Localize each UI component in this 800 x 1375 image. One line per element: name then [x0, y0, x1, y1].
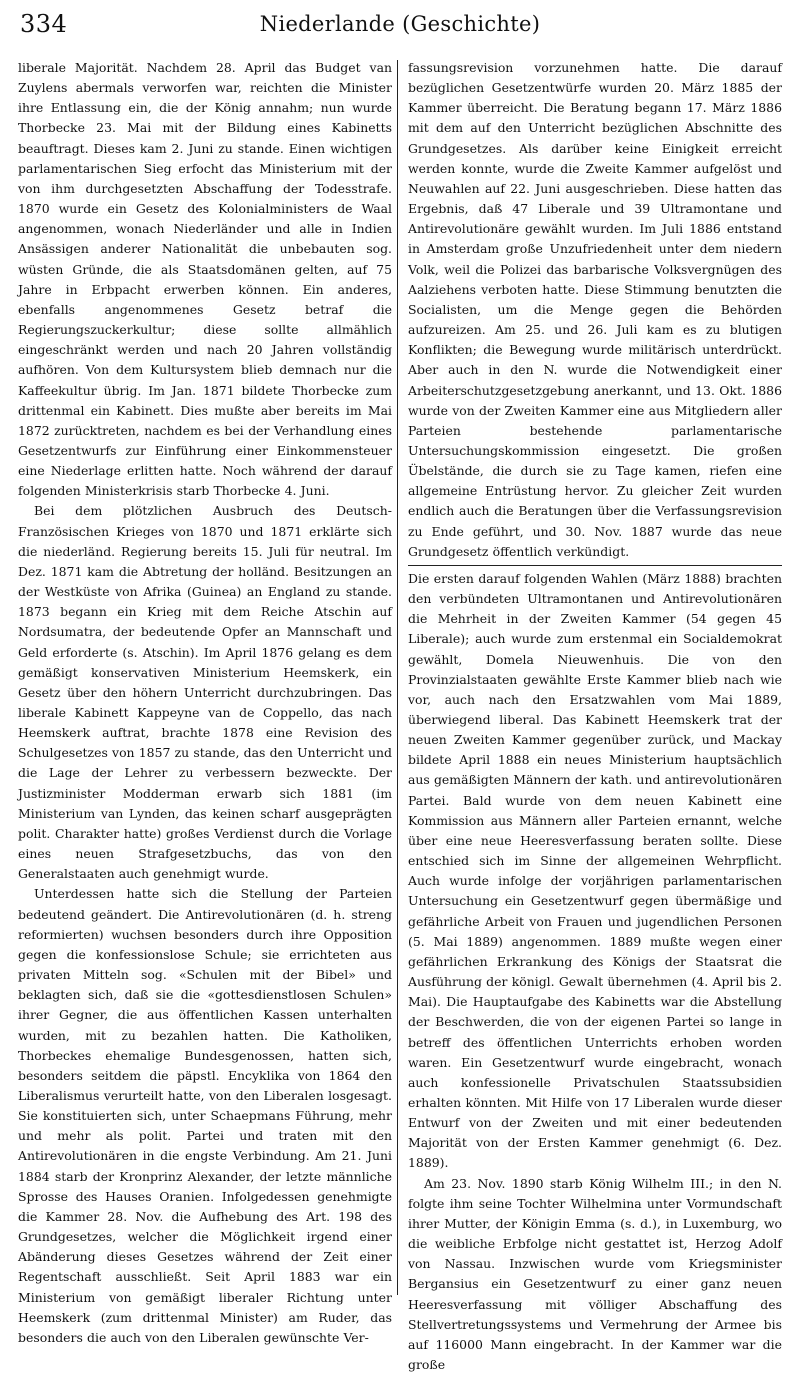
page-number: 334 — [20, 10, 68, 38]
paragraph: fassungsrevision vorzunehmen hatte. Die darauf bezüglichen Gesetzentwürfe wurden 20. März 1885 der Kammer überreicht. Die Beratung begann 17. März 1886 mit dem auf den Unterricht bezüglichen Abschnitte des Grundgesetzes. Als darüber keine Einigkeit erreicht werden konnte, wurde die Zweite Kammer aufgelöst und Neuwahlen auf 22. Juni ausgeschrieben. Diese hatten das Ergebnis, daß 47 Liberale und 39 Ultramontane und Antirevolutionäre gewählt wurden. Im Juli 1886 entstand in Amsterdam große Unzufriedenheit unter dem niedern Volk, weil die Polizei das barbarische Volksvergnügen des Aalziehens verboten hatte. Diese Stimmung benutzten die Socialisten, um die Menge gegen die Behörden aufzureizen. Am 25. und 26. Juli kam es zu blutigen Konflikten; die Bewegung wurde militärisch unterdrückt. Aber auch in den N. wurde die Notwendigkeit einer Arbeiterschutzgesetzgebung anerkannt, und 13. Okt. 1886 wurde von der Zweiten Kammer eine aus Mitgliedern aller Parteien bestehende parlamentarische Untersuchungskommission eingesetzt. Die großen Übelstände, die durch sie zu Tage kamen, riefen eine allgemeine Entrüstung hervor. Zu gleicher Zeit wurden endlich auch die Beratungen über die Verfassungsrevision zu Ende geführt, und 30. Nov. 1887 wurde das neue Grundgesetz öffentlich verkündigt. — [408, 60, 782, 559]
section-separator — [408, 565, 782, 566]
paragraph: Unterdessen hatte sich die Stellung der Parteien bedeutend geändert. Die Antirevolutionären (d. h. streng reformierten) wuchsen besonders durch ihre Opposition gegen die konfessionslose Schule; sie errichteten aus privaten Mitteln sog. «Schulen mit der Bibel» und beklagten sich, daß sie die «gottesdienstlosen Schulen» ihrer Gegner, die aus öffentlichen Kassen unterhalten wurden, mit zu bezahlen hatten. Die Katholiken, Thorbeckes ehemalige Bundesgenossen, hatten sich, besonders seitdem die päpstl. Encyklika von 1864 den Liberalismus verurteilt hatte, von den Liberalen losgesagt. Sie konstituierten sich, unter Schaepmans Führung, mehr und mehr als polit. Partei und traten mit den Antirevolutionären in die engste Verbindung. Am 21. Juni 1884 starb der Kronprinz Alexander, der letzte männliche Sprosse des Hauses Oranien. Infolgedessen genehmigte die Kammer 28. Nov. die Aufhebung des Art. 198 des Grundgesetzes, welcher die Möglichkeit irgend einer Abänderung dieses Gesetzes während der Zeit einer Regentschaft ausschließt. Seit April 1883 war ein Ministerium von gemäßigt liberaler Richtung unter Heemskerk (zum drittenmal Minister) am Ruder, das besonders die auch von den Liberalen gewünschte Ver- — [18, 886, 392, 1345]
right-column — [408, 58, 782, 1372]
paragraph: Bei dem plötzlichen Ausbruch des Deutsch-Französischen Krieges von 1870 und 1871 erklärte sich die niederländ. Regierung bereits 15. Juli für neutral. Im Dez. 1871 kam die Abtretung der holländ. Besitzungen an der Westküste von Afrika (Guinea) an England zu stande. 1873 begann ein Krieg mit dem Reiche Atschin auf Nordsumatra, der bedeutende Opfer an Mannschaft und Geld erforderte (s. Atschin). Im April 1876 gelang es dem gemäßigt konservativen Ministerium Heemskerk, ein Gesetz über den höhern Unterricht durchzubringen. Das liberale Kabinett Kappeyne van de Coppello, das nach Heemskerk auftrat, brachte 1878 eine Revision des Schulgesetzes von 1857 zu stande, das den Unterricht und die Lage der Lehrer zu verbessern bezweckte. Der Justizminister Modderman erwarb sich 1881 (im Ministerium van Lynden, das keinen scharf ausgeprägten polit. Charakter hatte) großes Verdienst durch die Vorlage eines neuen Strafgesetzbuchs, das von den Generalstaaten auch genehmigt wurde. — [18, 503, 392, 882]
page-header — [20, 10, 780, 48]
left-column — [18, 58, 392, 1345]
column-divider — [397, 60, 398, 1295]
paragraph: Am 23. Nov. 1890 starb König Wilhelm III.; in den N. folgte ihm seine Tochter Wilhelmina unter Vormundschaft ihrer Mutter, der Königin Emma (s. d.), in Luxemburg, wo die weibliche Erbfolge nicht gestattet ist, Herzog Adolf von Nassau. Inzwischen wurde vom Kriegsminister Bergansius ein Gesetzentwurf zu einer ganz neuen Heeresverfassung mit völliger Abschaffung des Stellvertretungssystems und Vermehrung der Armee bis auf 116000 Mann eingebracht. In der Kammer war die große — [408, 1175, 782, 1372]
paragraph: Die ersten darauf folgenden Wahlen (März 1888) brachten den verbündeten Ultramontanen und Antirevolutionären die Mehrheit in der Zweiten Kammer (54 gegen 45 Liberale); auch wurde zum erstenmal ein Socialdemokrat gewählt, Domela Nieuwenhuis. Die von den Provinzialstaaten gewählte Erste Kammer blieb nach wie vor, auch nach den Ersatzwahlen vom Mai 1889, überwiegend liberal. Das Kabinett Heemskerk trat der neuen Zweiten Kammer gegenüber zurück, und Mackay bildete April 1888 ein neues Ministerium hauptsächlich aus gemäßigten Männern der kath. und antirevolutionären Partei. Bald wurde von dem neuen Kabinett eine Kommission aus Männern aller Parteien ernannt, welche über eine neue Heeresverfassung beraten sollte. Diese entschied sich im Sinne der allgemeinen Wehrpflicht. Auch wurde infolge der vorjährigen parlamentarischen Untersuchung ein Gesetzentwurf gegen übermäßige und gefährliche Arbeit von Frauen und jugendlichen Personen (5. Mai 1889) angenommen. 1889 mußte wegen einer gefährlichen Erkrankung des Königs der Staatsrat die Ausführung der königl. Gewalt übernehmen (4. April bis 2. Mai). Die Hauptaufgabe des Kabinetts war die Abstellung der Beschwerden, die von der eigenen Partei so lange in betreff des öffentlichen Unterrichts erhoben worden waren. Ein Gesetzentwurf wurde eingebracht, wonach auch konfessionelle Privatschulen Staatssubsidien erhalten könnten. Mit Hilfe von 17 Liberalen wurde dieser Entwurf von der Zweiten und mit einer bedeutenden Majorität von der Ersten Kammer genehmigt (6. Dez. 1889). — [408, 570, 782, 1171]
paragraph: liberale Majorität. Nachdem 28. April das Budget van Zuylens abermals verworfen war, reichten die Minister ihre Entlassung ein, die der König annahm; nun wurde Thorbecke 23. Mai mit der Bildung eines Kabinetts beauftragt. Dieses kam 2. Juni zu stande. Einen wichtigen parlamentarischen Sieg erfocht das Ministerium mit der von ihm durchgesetzten Abschaffung der Todesstrafe. 1870 wurde ein Gesetz des Kolonialministers de Waal angenommen, wonach Niederländer und alle in Indien Ansässigen anderer Nationalität die unbebauten sog. wüsten Gründe, die als Staatsdomänen gelten, auf 75 Jahre in Erbpacht erwerben können. Ein anderes, ebenfalls angenommenes Gesetz betraf die Regierungszuckerkultur; diese sollte allmählich eingeschränkt werden und nach 20 Jahren vollständig aufhören. Von dem Kultursystem blieb demnach nur die Kaffeekultur übrig. Im Jan. 1871 bildete Thorbecke zum drittenmal ein Kabinett. Dies mußte aber bereits im Mai 1872 zurücktreten, nachdem es bei der Verhandlung eines Gesetzentwurfs zur Einführung einer Einkommensteuer eine Niederlage erlitten hatte. Noch während der darauf folgenden Ministerkrisis starb Thorbecke 4. Juni. — [18, 60, 392, 499]
running-title: Niederlande (Geschichte) — [259, 12, 541, 36]
